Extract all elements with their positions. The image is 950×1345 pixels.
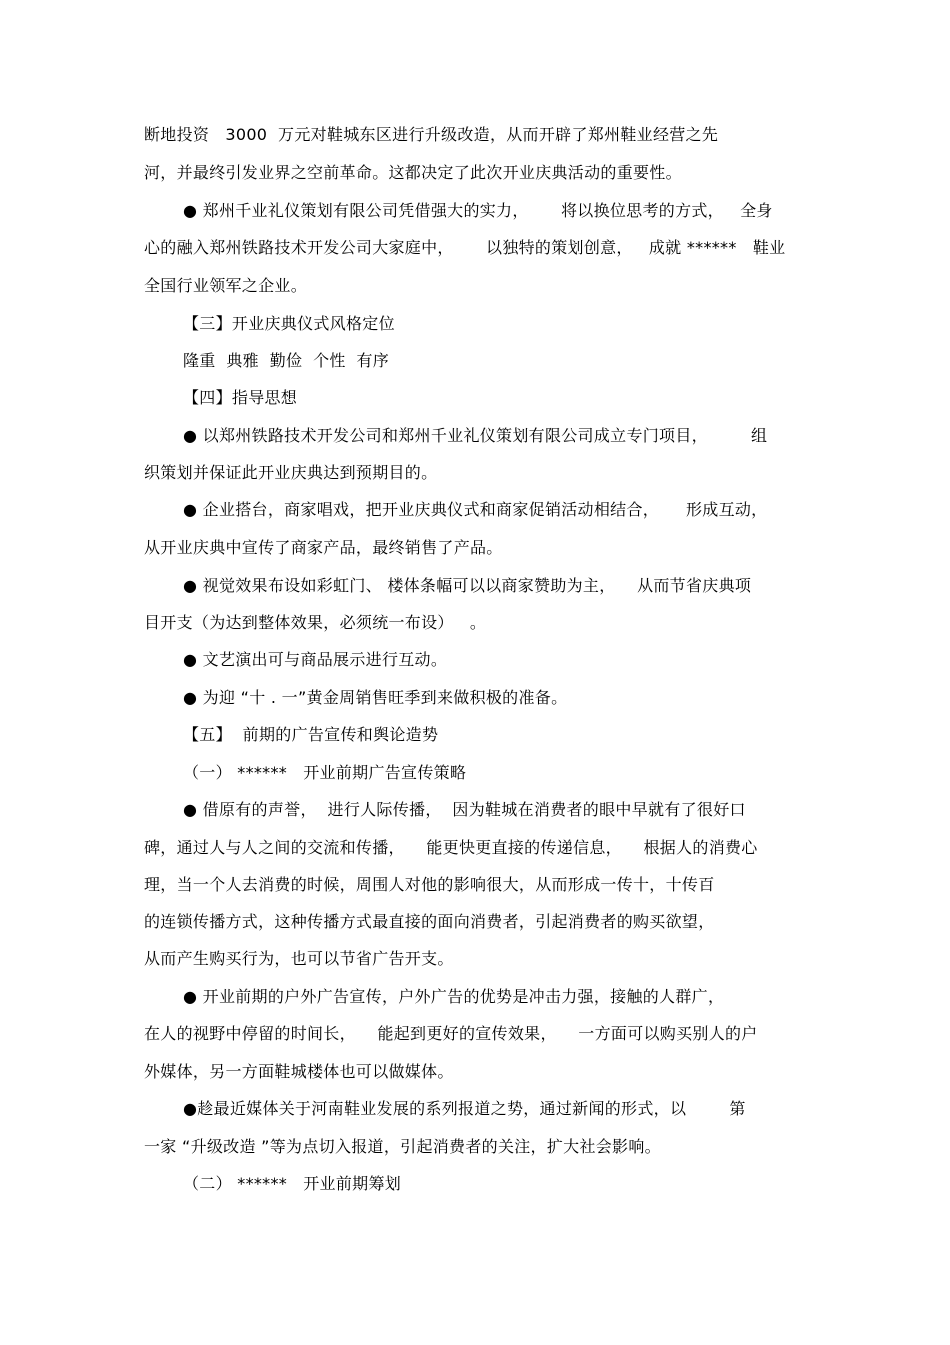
body-text-line: 理，当一个人去消费的时候，周围人对他的影响很大，从而形成一传十，十传百: [144, 875, 715, 894]
subsection-heading: （二） ****** 开业前期筹划: [183, 1174, 402, 1193]
body-text-line: 目开支（为达到整体效果，必须统一布设） 。: [144, 613, 487, 632]
bullet-line: ● 为迎 “十 . 一”黄金周销售旺季到来做积极的准备。: [183, 688, 568, 707]
body-text-line: 心的融入郑州铁路技术开发公司大家庭中， 以独特的策划创意， 成就 ****** 鞋业: [144, 238, 786, 257]
bullet-line: ● 郑州千业礼仪策划有限公司凭借强大的实力， 将以换位思考的方式， 全身: [183, 201, 773, 220]
body-text-line: 断地投资 3000 万元对鞋城东区进行升级改造，从而开辟了郑州鞋业经营之先: [144, 125, 719, 144]
body-text-line: 隆重 典雅 勤俭 个性 有序: [183, 351, 390, 370]
body-text-line: 外媒体，另一方面鞋城楼体也可以做媒体。: [144, 1062, 454, 1081]
body-text-line: 从而产生购买行为，也可以节省广告开支。: [144, 949, 454, 968]
bullet-line: ● 开业前期的户外广告宣传，户外广告的优势是冲击力强，接触的人群广，: [183, 987, 725, 1006]
section-heading: 【四】指导思想: [183, 388, 298, 407]
body-text-line: 河，并最终引发业界之空前革命。这都决定了此次开业庆典活动的重要性。: [144, 163, 682, 182]
body-text-line: 织策划并保证此开业庆典达到预期目的。: [144, 463, 438, 482]
section-heading: 【五】 前期的广告宣传和舆论造势: [183, 725, 439, 744]
subsection-heading: （一） ****** 开业前期广告宣传策略: [183, 763, 467, 782]
bullet-line: ● 文艺演出可与商品展示进行互动。: [183, 650, 448, 669]
bullet-line: ● 视觉效果布设如彩虹门、 楼体条幅可以以商家赞助为主， 从而节省庆典项: [183, 576, 752, 595]
body-text-line: 一家 “升级改造 ”等为点切入报道，引起消费者的关注，扩大社会影响。: [144, 1137, 661, 1156]
body-text-line: 碑，通过人与人之间的交流和传播， 能更快更直接的传递信息， 根据人的消费心: [144, 838, 758, 857]
body-text-line: 的连锁传播方式，这种传播方式最直接的面向消费者，引起消费者的购买欲望，: [144, 912, 715, 931]
bullet-line: ● 借原有的声誉， 进行人际传播， 因为鞋城在消费者的眼中早就有了很好口: [183, 800, 746, 819]
body-text-line: 从开业庆典中宣传了商家产品，最终销售了产品。: [144, 538, 503, 557]
bullet-line: ●趁最近媒体关于河南鞋业发展的系列报道之势，通过新闻的形式，以 第: [183, 1099, 746, 1118]
bullet-line: ● 以郑州铁路技术开发公司和郑州千业礼仪策划有限公司成立专门项目， 组: [183, 426, 768, 445]
bullet-line: ● 企业搭台，商家唱戏，把开业庆典仪式和商家促销活动相结合， 形成互动，: [183, 500, 768, 519]
body-text-line: 全国行业领军之企业。: [144, 276, 308, 295]
section-heading: 【三】开业庆典仪式风格定位: [183, 314, 395, 333]
body-text-line: 在人的视野中停留的时间长， 能起到更好的宣传效果， 一方面可以购买别人的户: [144, 1024, 758, 1043]
